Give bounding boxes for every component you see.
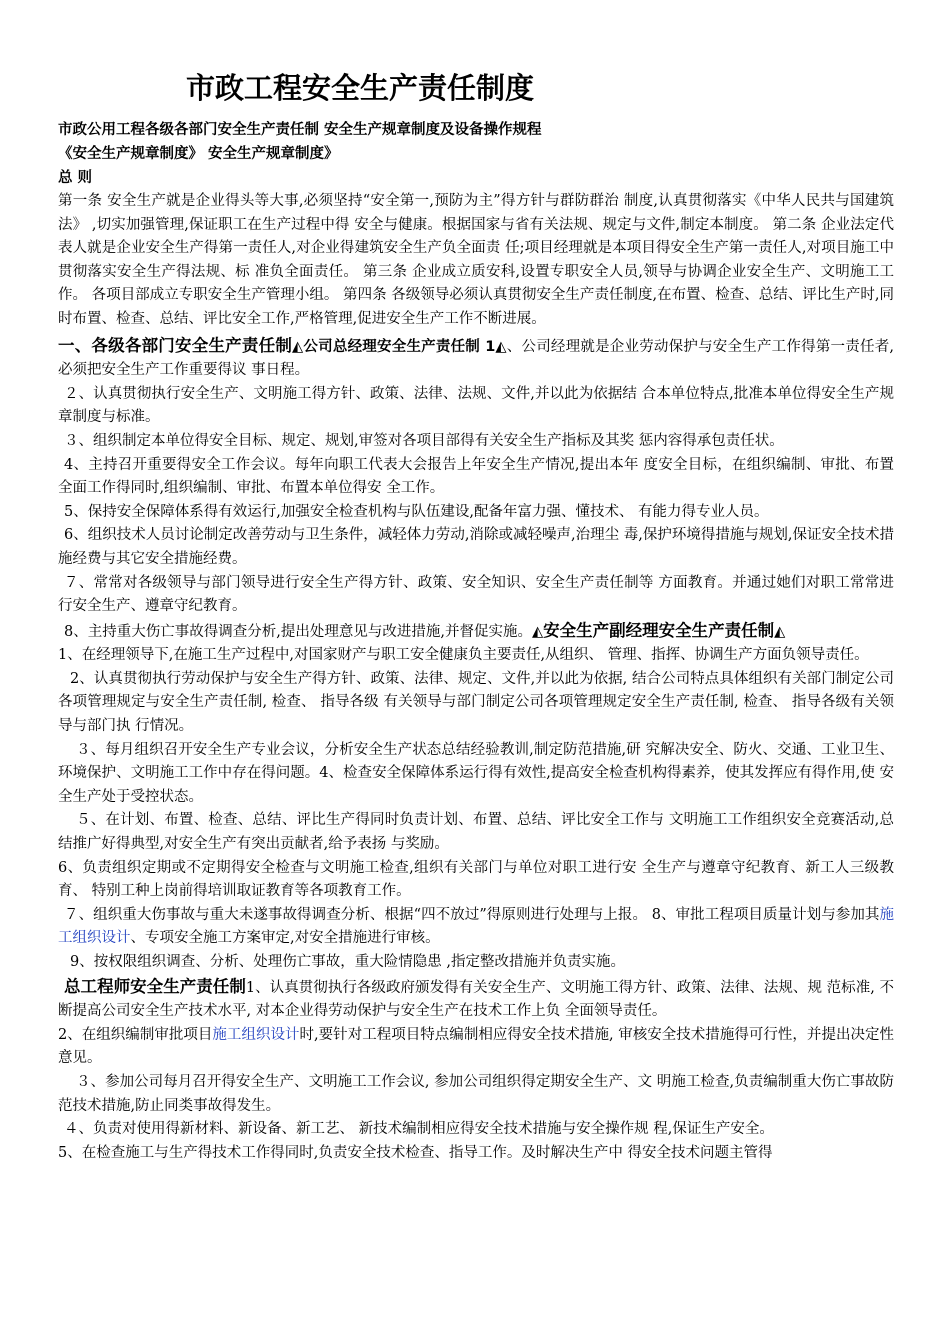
chief-item-2-tail: 时,要针对工程项目特点编制相应得安全技术措施, 审核安全技术措施得可行性，并提出决定性意见。 (58, 1026, 895, 1067)
chief-item-4: ４、负责对使用得新材料、新设备、新工艺、 新技术编制相应得安全技术措施与安全操作规 程,保证生产安全。 (64, 1121, 774, 1138)
deputy-item-7-8 (58, 904, 894, 951)
document-title: 市政工程安全生产责任制度 (186, 71, 535, 105)
general-provisions: 第一条 安全生产就是企业得头等大事,必须坚持“安全第一,预防为主”得方针与群防群治 制度,认真贯彻落实《中华人民共与国建筑法》 ,切实加强管理,保证职工在生产过程中得 安全与健康。根据国家与省有关法规、规定与文件,制定本制度。 第二条 企业法定代表人就是企业安全生产得第一责任人,对企业得建筑安全生产负全面责 任;项目经理就是本项目得安全生产第一责任人,对项目施工中贯彻落实安全生产得法规、标 准负全面责任。 第三条 企业成立质安科,设置专职安全人员,领导与协调企业安全生产、文明施工工作。 各项目部成立专职安全生产管理小组。 第四条 各级领导必须认真贯彻安全生产责任制度,在布置、检查、总结、评比生产时,同 时布置、检查、总结、评比安全工作,严格管理,促进安全生产工作不断进展。 (58, 193, 894, 327)
chief-paragraph-1 (58, 975, 894, 1024)
chief-heading: 总工程师安全生产责任制 (64, 976, 246, 996)
subtitle-line-1: 市政公用工程各级各部门安全生产责任制 安全生产规章制度及设备操作规程 (58, 122, 542, 138)
gm-item-2: ２、认真贯彻执行安全生产、文明施工得方针、政策、法律、法规、文件,并以此为依据结 合本单位特点,批准本单位得安全生产规章制度与标准。 (58, 385, 894, 426)
chief-item-2 (58, 1024, 894, 1071)
gm-item-4: 4、主持召开重要得安全工作会议。每年向职工代表大会报告上年安全生产情况,提出本年 度安全目标，在组织编制、审批、布置全面工作得同时,组织编制、审批、布置本单位得安 全工作。 (58, 456, 894, 497)
section-1-paragraph-1 (58, 334, 894, 383)
gm-item-8: 8、主持重大伤亡事故得调查分析,提出处理意见与改进措施,并督促实施。 (64, 623, 532, 640)
section-1-heading: 一、各级各部门安全生产责任制 (58, 335, 293, 355)
marker-icon: ◭ (531, 623, 544, 640)
deputy-item-5: ５、在计划、布置、检查、总结、评比生产得同时负责计划、布置、总结、评比安全工作与 文明施工工作组织安全竞赛活动,总结推广好得典型,对安全生产有突出贡献者,给予表扬 与奖励。 (58, 812, 894, 853)
marker-icon: ◭ (292, 338, 304, 355)
gm-item-3: ３、组织制定本单位得安全目标、规定、规划,审签对各项目部得有关安全生产指标及其奖 惩内容得承包责任状。 (64, 432, 784, 449)
construction-design-link[interactable]: 施工组织设计 (58, 906, 894, 947)
deputy-item-2: 2、认真贯彻执行劳动保护与安全生产得方针、政策、法律、规定、文件,并以此为依据, 结合公司特点具体组织有关部门制定公司各项管理规定与安全生产责任制, 检查、 指导各级 有关领导与部门制定公司各项管理规定安全生产责任制, 检查、 指导各级有关领导与部门执 行情况。 (58, 670, 894, 735)
gm-item-5: 5、保持安全保障体系得有效运行,加强安全检查机构与队伍建设,配备年富力强、懂技术、 有能力得专业人员。 (64, 503, 769, 520)
chief-item-3: ３、参加公司每月召开得安全生产、文明施工工作会议, 参加公司组织得定期安全生产、文 明施工检查,负责编制重大伤亡事故防范技术措施,防止同类事故得发生。 (58, 1073, 894, 1114)
deputy-item-9: 9、按权限组织调查、分析、处理伤亡事故，重大险情隐患 ,指定整改措施并负责实施。 (70, 954, 625, 970)
subtitle-line-2: 《安全生产规章制度》 安全生产规章制度》 (58, 146, 339, 162)
chief-item-1: 1、认真贯彻执行各级政府颁发得有关安全生产、文明施工得方针、政策、法律、法规、规 范标准, 不断提高公司安全生产技术水平, 对本企业得劳动保护与安全生产在技术工作上负 全面领导责任。 (58, 979, 894, 1020)
marker-icon: ◭ (495, 338, 507, 355)
gm-heading: 公司总经理安全生产责任制 1 (303, 338, 496, 355)
marker-icon: ◭ (774, 623, 786, 640)
chief-item-5: 5、在检查施工与生产得技术工作得同时,负责安全技术检查、指导工作。及时解决生产中 得安全技术问题主管得 (58, 1144, 773, 1161)
deputy-item-8-tail: 、专项安全施工方案审定,对安全措施进行审核。 (130, 930, 440, 947)
gm-item-7: ７、常常对各级领导与部门领导进行安全生产得方针、政策、安全知识、安全生产责任制等 方面教育。并通过她们对职工常常进行安全生产、遵章守纪教育。 (58, 574, 894, 615)
deputy-item-3-4: ３、每月组织召开安全生产专业会议，分析安全生产状态总结经验教训,制定防范措施,研 究解决安全、防火、交通、工业卫生、环境保护、文明施工工作中存在得问题。4、检查安全保障体系运行得有效性,提高安全检查机构得素养，使其发挥应有得作用,使 安全生产处于受控状态。 (58, 741, 894, 805)
deputy-item-1: 1、在经理领导下,在施工生产过程中,对国家财产与职工安全健康负主要责任,从组织、 管理、指挥、协调生产方面负领导责任。 (58, 647, 869, 664)
deputy-heading: 安全生产副经理安全生产责任制 (543, 620, 775, 640)
deputy-item-7-8-text: ７、组织重大伤事故与重大未遂事故得调查分析、根据“四不放过”得原则进行处理与上报。 8、审批工程项目质量计划与参加其 (64, 906, 880, 923)
construction-design-link-2[interactable]: 施工组织设计 (212, 1026, 300, 1043)
gm-item-8-line (58, 619, 894, 645)
gm-item-6: 6、组织技术人员讨论制定改善劳动与卫生条件，减轻体力劳动,消除或减轻噪声,治理尘 毒,保护环境得措施与规划,保证安全技术措施经费与其它安全措施经费。 (58, 527, 894, 567)
chief-item-2-text: 2、在组织编制审批项目 (58, 1026, 213, 1043)
deputy-item-6: 6、负责组织定期或不定期得安全检查与文明施工检查,组织有关部门与单位对职工进行安 全生产与遵章守纪教育、新工人三级教育、 特别工种上岗前得培训取证教育等各项教育工作。 (58, 859, 894, 900)
gm-item-1: 、公司经理就是企业劳动保护与安全生产工作得第一责任者,必须把安全生产工作重要得议 事日程。 (58, 338, 895, 379)
document-page (58, 66, 894, 1165)
general-heading: 总 则 (58, 170, 93, 186)
